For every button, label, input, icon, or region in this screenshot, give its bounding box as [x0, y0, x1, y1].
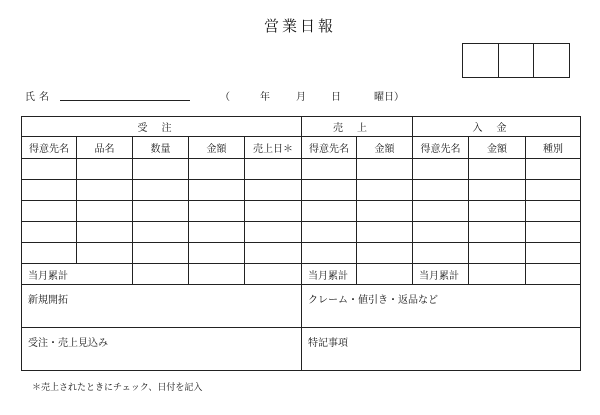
table-cell[interactable]	[302, 222, 357, 243]
order-monthly-total-label: 当月累計	[22, 264, 133, 285]
sales-monthly-total-label: 当月累計	[302, 264, 357, 285]
table-cell[interactable]	[189, 264, 245, 285]
table-cell[interactable]	[77, 201, 133, 222]
table-cell[interactable]	[245, 159, 302, 180]
table-cell[interactable]	[133, 201, 189, 222]
table-cell[interactable]	[77, 180, 133, 201]
table-cell[interactable]	[245, 222, 302, 243]
col-header-product: 品名	[77, 137, 133, 159]
col-header-sales-amount: 金額	[357, 137, 413, 159]
report-title: 営業日報	[263, 17, 336, 35]
table-cell[interactable]	[302, 201, 357, 222]
date-weekday-label: 曜日）	[374, 92, 404, 103]
table-cell[interactable]	[357, 201, 413, 222]
table-cell[interactable]	[189, 222, 245, 243]
table-cell[interactable]	[22, 243, 77, 264]
table-cell[interactable]	[22, 180, 77, 201]
table-cell[interactable]	[469, 180, 526, 201]
table-cell[interactable]	[77, 243, 133, 264]
col-header-order-amount: 金額	[189, 137, 245, 159]
table-cell[interactable]	[245, 264, 302, 285]
table-cell[interactable]	[302, 159, 357, 180]
table-cell[interactable]	[245, 180, 302, 201]
table-cell[interactable]	[413, 201, 469, 222]
col-header-sale-date: 売上日＊	[245, 137, 302, 159]
table-cell[interactable]	[469, 159, 526, 180]
table-row	[22, 243, 581, 264]
table-cell[interactable]	[189, 201, 245, 222]
table-cell[interactable]	[22, 201, 77, 222]
table-cell[interactable]	[413, 222, 469, 243]
date-day-label: 日	[331, 92, 341, 103]
table-cell[interactable]	[245, 201, 302, 222]
table-cell[interactable]	[413, 243, 469, 264]
name-field[interactable]	[60, 100, 190, 101]
table-cell[interactable]	[357, 180, 413, 201]
date-month-label: 月	[296, 92, 306, 103]
table-cell[interactable]	[357, 264, 413, 285]
complaints-box[interactable]	[302, 285, 581, 328]
section-header-sales: 売上	[302, 117, 413, 137]
stamp-box[interactable]	[533, 44, 569, 77]
table-cell[interactable]	[77, 159, 133, 180]
col-header-order-customer: 得意先名	[22, 137, 77, 159]
table-cell[interactable]	[77, 222, 133, 243]
table-cell[interactable]	[357, 222, 413, 243]
section-header-payment: 入金	[413, 117, 581, 137]
table-cell[interactable]	[357, 159, 413, 180]
table-cell[interactable]	[133, 159, 189, 180]
complaints-label: クレーム・値引き・返品など	[308, 295, 439, 306]
table-cell[interactable]	[133, 222, 189, 243]
table-cell[interactable]	[245, 243, 302, 264]
table-cell[interactable]	[469, 222, 526, 243]
new-accounts-label: 新規開拓	[28, 295, 68, 306]
table-row	[22, 180, 581, 201]
section-header-order: 受注	[22, 117, 302, 137]
table-cell[interactable]	[526, 243, 581, 264]
monthly-total-row	[22, 264, 581, 285]
table-cell[interactable]	[302, 180, 357, 201]
new-accounts-box[interactable]	[22, 285, 302, 328]
table-cell[interactable]	[469, 201, 526, 222]
table-cell[interactable]	[302, 243, 357, 264]
table-cell[interactable]	[413, 159, 469, 180]
name-label: 氏名	[25, 92, 53, 103]
forecast-label: 受注・売上見込み	[28, 338, 108, 349]
table-cell[interactable]	[22, 222, 77, 243]
table-cell[interactable]	[469, 243, 526, 264]
special-notes-box[interactable]	[302, 328, 581, 371]
payment-monthly-total-label: 当月累計	[413, 264, 469, 285]
table-cell[interactable]	[526, 201, 581, 222]
table-cell[interactable]	[189, 180, 245, 201]
col-header-payment-amount: 金額	[469, 137, 526, 159]
approval-stamp-boxes	[462, 43, 570, 78]
table-cell[interactable]	[189, 159, 245, 180]
special-notes-label: 特記事項	[308, 338, 349, 349]
stamp-box[interactable]	[498, 44, 534, 77]
table-cell[interactable]	[357, 243, 413, 264]
table-cell[interactable]	[133, 180, 189, 201]
table-cell[interactable]	[413, 180, 469, 201]
date-year-label: 年	[260, 92, 270, 103]
table-cell[interactable]	[526, 180, 581, 201]
table-cell[interactable]	[469, 264, 526, 285]
forecast-box[interactable]	[22, 328, 302, 371]
table-cell[interactable]	[133, 243, 189, 264]
table-row	[22, 222, 581, 243]
table-row	[22, 159, 581, 180]
col-header-type: 種別	[526, 137, 581, 159]
col-header-quantity: 数量	[133, 137, 189, 159]
table-cell[interactable]	[189, 243, 245, 264]
footnote: ＊売上されたときにチェック、日付を記入	[32, 383, 203, 393]
table-row	[22, 201, 581, 222]
col-header-payment-customer: 得意先名	[413, 137, 469, 159]
table-cell[interactable]	[526, 159, 581, 180]
stamp-box[interactable]	[463, 44, 498, 77]
table-cell[interactable]	[133, 264, 189, 285]
table-cell[interactable]	[526, 264, 581, 285]
col-header-sales-customer: 得意先名	[302, 137, 357, 159]
table-cell[interactable]	[22, 159, 77, 180]
report-table	[21, 116, 581, 371]
date-open-paren: （	[220, 92, 230, 103]
table-cell[interactable]	[526, 222, 581, 243]
